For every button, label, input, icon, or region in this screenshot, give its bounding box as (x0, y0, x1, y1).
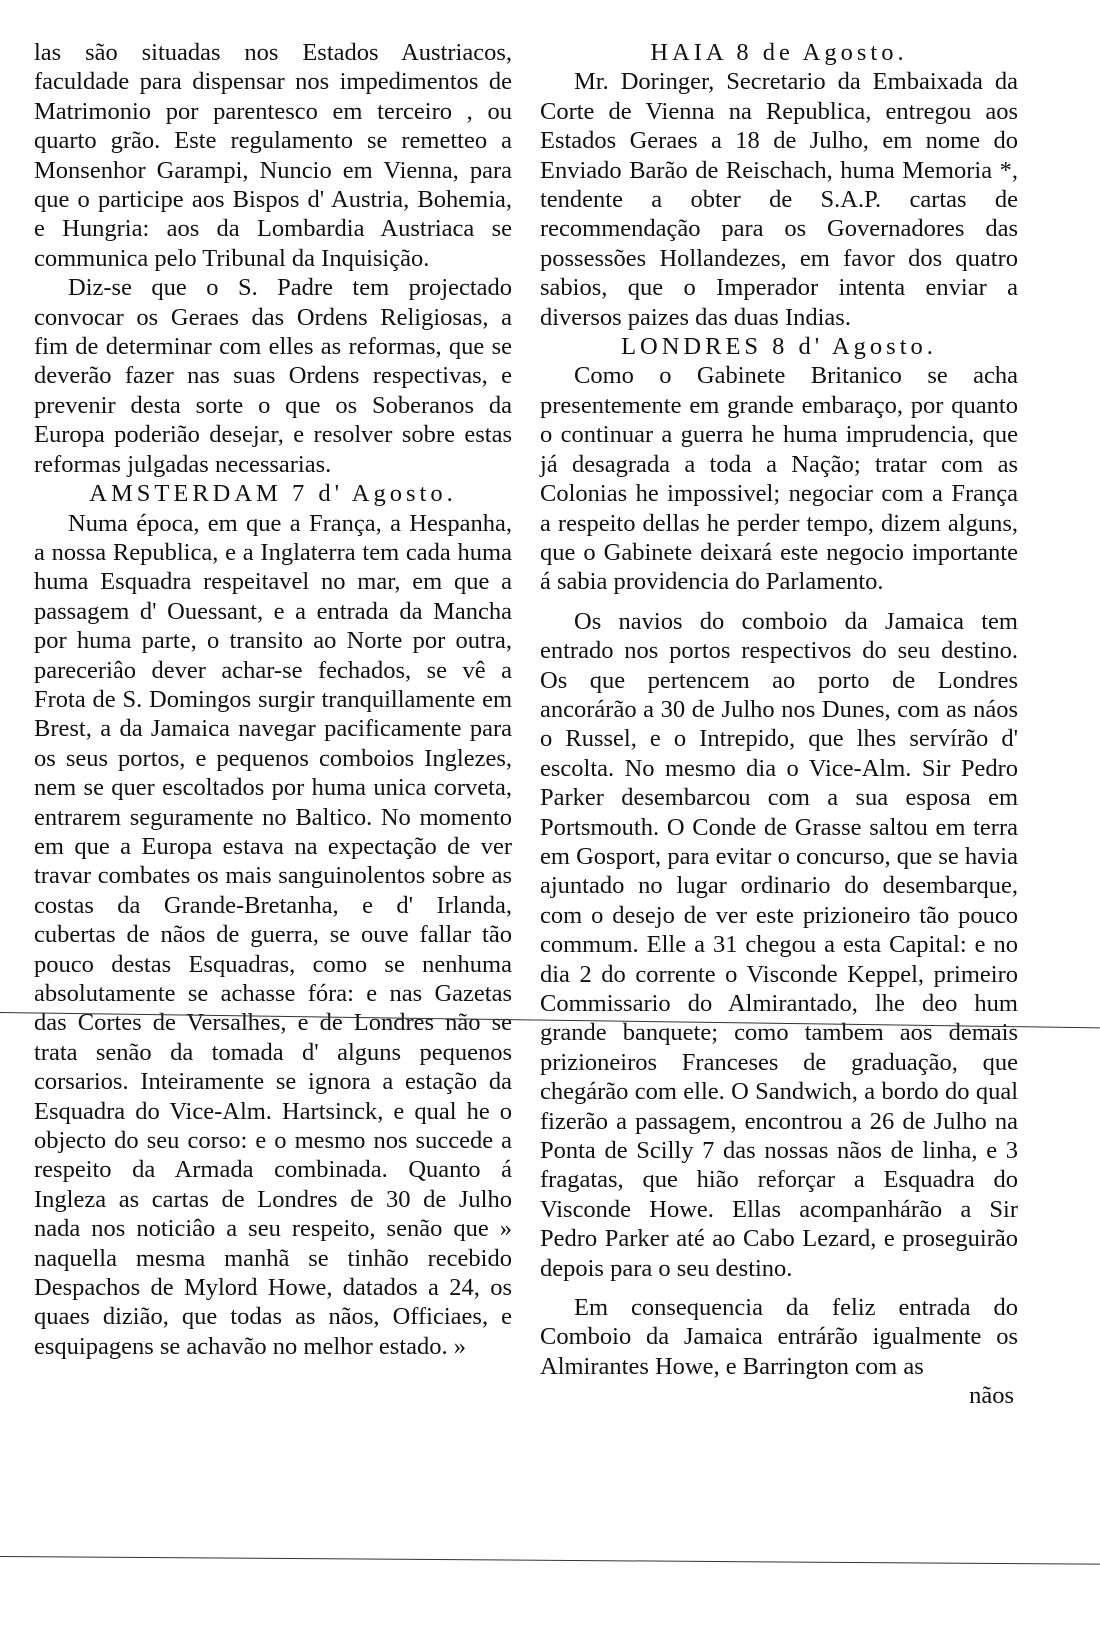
paragraph-jamaica-convoy: Os navios do comboio da Jamaica tem entrado nos portos respectivos do seu destino. Os que pertencem ao porto de Londres ancorárão a 30 de Julho nos Dunes, com as náos o Russel, e o Intrepido, que lhes servírão d' escolta. No mesmo dia o Vice-Alm. Sir Pedro Parker desembarcou com a sua esposa em Portsmouth. O Conde de Grasse saltou em terra em Gosport, para evitar o concurso, que se havia ajuntado no lugar ordinario do desembarque, com o desejo de ver este prizioneiro tão pouco commum. Elle a 31 chegou a esta Capital: e no dia 2 do corrente o Visconde Keppel, primeiro Commissario do Almirantado, lhe deo hum grande banquete; como tambem aos demais prizioneiros Franceses de graduação, que chegárão com elle. O Sandwich, a bordo do qual fizerão a passagem, encontrou a 26 de Julho na Ponta de Scilly 7 das nossas nãos de linha, e 3 fragatas, que hião reforçar a Esquadra do Visconde Howe. Ellas acompanhárão a Sir Pedro Parker até ao Cabo Lezard, e proseguirão depois para o seu destino. (540, 607, 1018, 1282)
scan-crease-line (0, 1556, 1100, 1565)
left-column (34, 38, 512, 1361)
dateline-amsterdam: AMSTERDAM 7 d' Agosto. (89, 480, 457, 508)
paragraph-austria-regulation: las são situadas nos Estados Austriacos, faculdade para dispensar nos impedimentos de Matrimonio por parentesco em terceiro , ou quarto grão. Este regulamento se remetteo a Monsenhor Garampi, Nuncio em Vienna, para que o participe aos Bispos d' Austria, Bohemia, e Hungria: aos da Lombardia Austriaca se communica pelo Tribunal da Inquisição. (34, 39, 512, 272)
dateline-haia: HAIA 8 de Agosto. (650, 39, 908, 66)
paragraph-british-cabinet: Como o Gabinete Britanico se acha presentemente em grande embaraço, por quanto o continuar a guerra he huma imprudencia, que já desagrada a toda a Nação; tratar com as Colonias he impossivel; negociar com a França a respeito dellas he perder tempo, dizem alguns, que o Gabinete deixará este negocio importante á sabia providencia do Parlamento. (540, 362, 1018, 596)
paragraph-haia-news: Mr. Doringer, Secretario da Embaixada da Corte de Vienna na Republica, entregou aos Estados Geraes a 18 de Julho, em nome do Enviado Barão de Reischach, huma Memoria *, tendente a obter de S.A.P. cartas de recommendação para os Governadores das possessões Hollandezes, em favor dos quatro sabios, que o Imperador intenta enviar a diversos paizes das duas Indias. (540, 68, 1018, 331)
dateline-londres: LONDRES 8 d' Agosto. (621, 333, 937, 361)
paragraph-admirals: Em consequencia da feliz entrada do Comboio da Jamaica entrárão igualmente os Almirantes Howe, e Barrington com as (540, 1294, 1018, 1380)
paragraph-pope-orders: Diz-se que o S. Padre tem projectado convocar os Geraes das Ordens Religiosas, a fim de determinar com elles as reformas, que se deverão fazer nas suas Ordens respectivas, e prevenir desta sorte o que os Soberanos da Europa poderião desejar, e resolver sobre estas reformas julgadas necessarias. (34, 274, 512, 478)
catchword: nãos (969, 1382, 1014, 1410)
paragraph-amsterdam-news: Numa época, em que a França, a Hespanha, a nossa Republica, e a Inglaterra tem cada huma huma Esquadra respeitavel no mar, em que a passagem d' Ouessant, e a entrada da Mancha por huma parte, o transito ao Norte por outra, pareceriâo dever achar-se fechados, se vê a Frota de S. Domingos surgir tranquillamente em Brest, a da Jamaica navegar pacificamente para os seus portos, e pequenos comboios Inglezes, nem se quer escoltados por huma unica corveta, entrarem seguramente no Baltico. No momento em que a Europa estava na expectação de ver travar combates os mais sanguinolentos sobre as costas da Grande-Bretanha, e d' Irlanda, cubertas de nãos de guerra, se ouve fallar tão pouco destas Esquadras, como se nenhuma absolutamente se achasse fóra: e nas Gazetas das Cortes de Versalhes, e de Londres não se trata senão da tomada d' alguns pequenos corsarios. Inteiramente se ignora a estação da Esquadra do Vice-Alm. Hartsinck, e qual he o objecto do seu corso: e o mesmo nos succede a respeito da Armada combinada. Quanto á Ingleza as cartas de Londres de 30 de Julho nada nos noticiâo a seu respeito, senão que » naquella mesma manhã se tinhão recebido Despachos de Mylord Howe, datados a 24, os quaes dizião, que todas as nãos, Officiaes, e esquipagens se achavão no melhor estado. » (34, 509, 512, 1360)
right-column (540, 38, 1018, 1411)
